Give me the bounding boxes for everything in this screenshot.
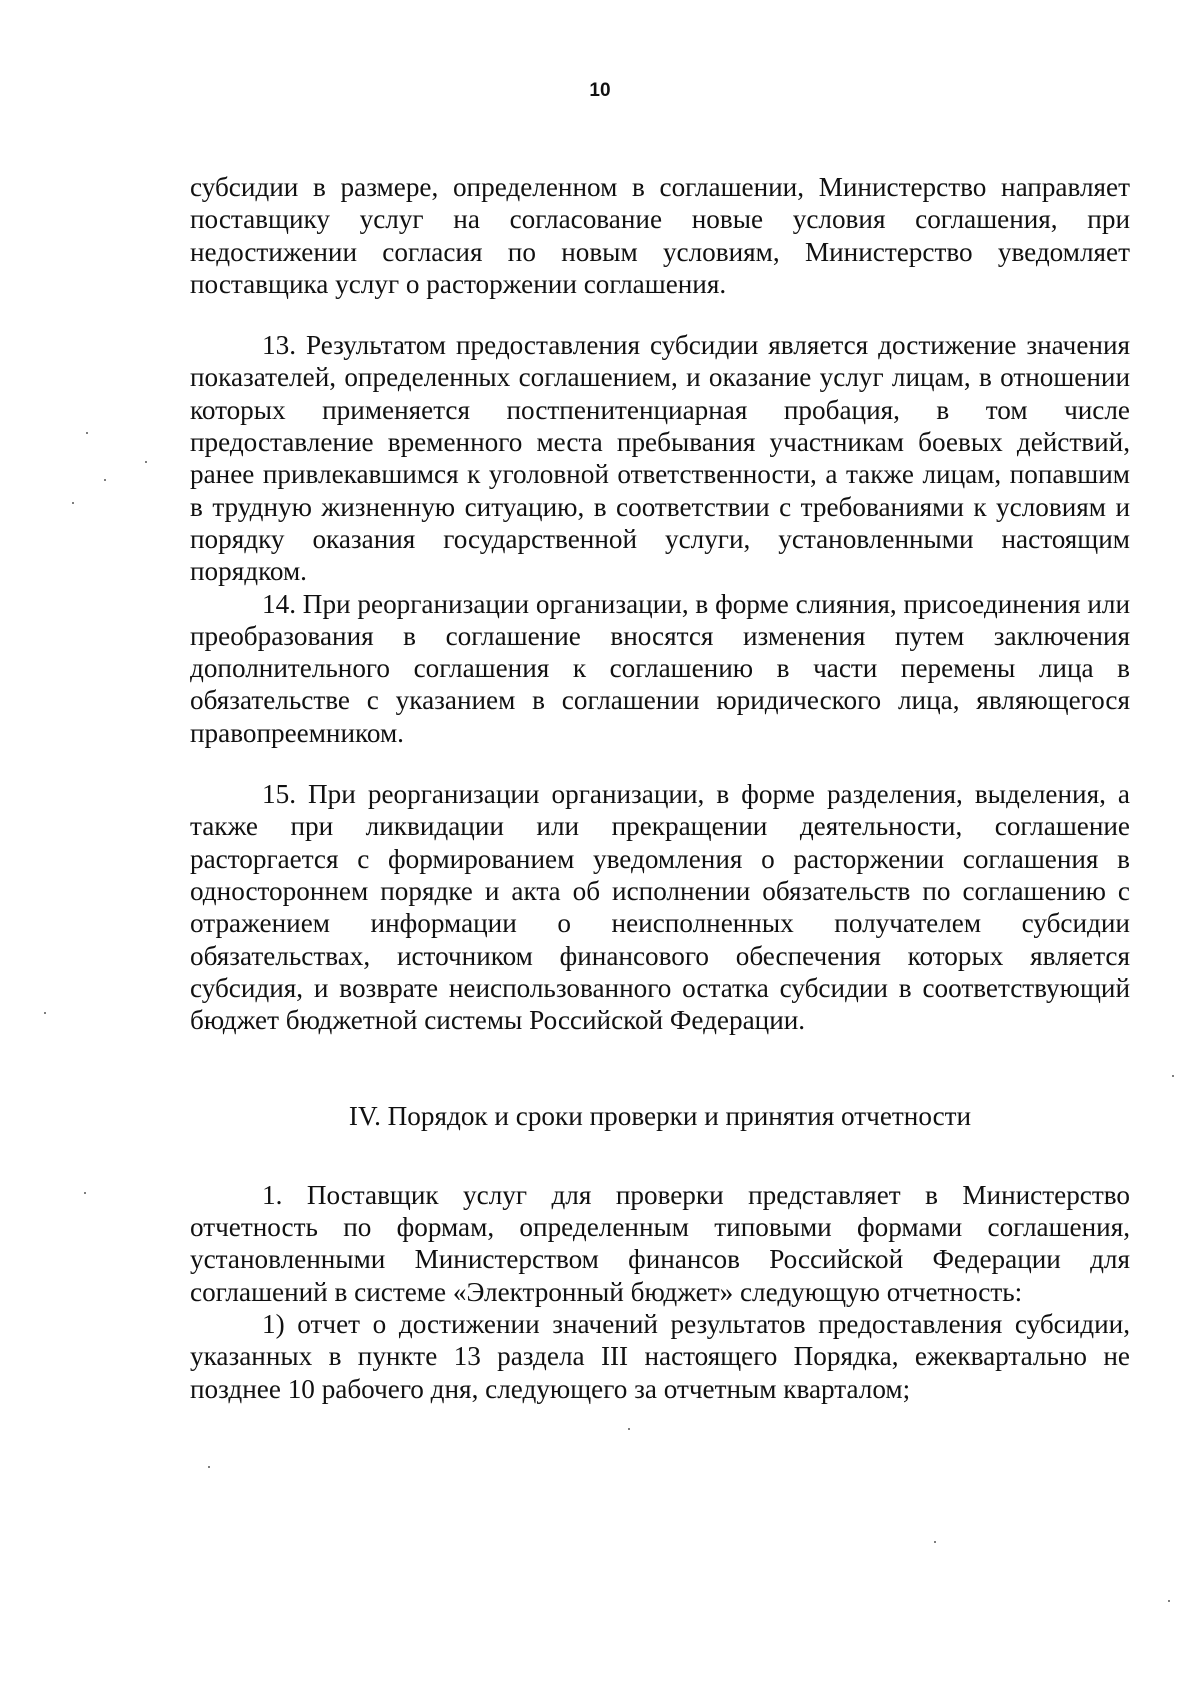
paragraph-12-continuation: субсидии в размере, определенном в соглашении, Министерство направляет поставщику услуг на согласование новые условия соглашения, при недостижении согласия по новым условиям, Министерство уведомляет поставщика услуг о расторжении соглашения. — [190, 172, 1130, 299]
scan-speck — [628, 1428, 630, 1430]
scan-speck — [86, 432, 88, 434]
scan-speck — [84, 1192, 86, 1194]
scan-speck — [145, 461, 147, 463]
scan-speck — [72, 502, 74, 504]
paragraph-15: 15. При реорганизации организации, в форме разделения, выделения, а также при ликвидации или прекращении деятельности, соглашение расторгается с формированием уведомления о расторжении соглашения в одностороннем порядке и акта об исполнении обязательств по соглашению с отражением информации о неисполненных получателем субсидии обязательствах, источником финансового обеспечения которых является субсидия, и возврате неиспользованного остатка субсидии в соответствующий бюджет бюджетной системы Российской Федерации. — [190, 779, 1130, 1036]
scan-speck — [104, 479, 106, 481]
section-4-item-1: 1) отчет о достижении значений результатов предоставления субсидии, указанных в пункте 13 раздела III настоящего Порядка, ежеквартально не позднее 10 рабочего дня, следующего за отчетным кварталом; — [190, 1308, 1130, 1404]
section-heading: IV. Порядок и сроки проверки и принятия отчетности — [348, 1101, 972, 1132]
paragraph-13: 13. Результатом предоставления субсидии является достижение значения показателей, определенных соглашением, и оказание услуг лицам, в отношении которых применяется постпенитенциарная пробация, в том числе предоставление временного места пребывания участникам боевых действий, ранее привлекавшимся к уголовной ответственности, а также лицам, попавшим в трудную жизненную ситуацию, в соответствии с требованиями к условиям и порядку оказания государственной услуги, установленными настоящим порядком. — [190, 330, 1130, 587]
section-4-paragraph-1: 1. Поставщик услуг для проверки представляет в Министерство отчетность по формам, определенным типовыми формами соглашения, установленными Министерством финансов Российской Федерации для соглашений в системе «Электронный бюджет» следующую отчетность: — [190, 1179, 1130, 1307]
scan-speck — [1172, 1075, 1174, 1077]
page-number: 10 — [589, 80, 611, 101]
paragraph-14: 14. При реорганизации организации, в форме слияния, присоединения или преобразования в соглашение вносятся изменения путем заключения дополнительного соглашения к соглашению в части перемены лица в обязательстве с указанием в соглашении юридического лица, являющегося правопреемником. — [190, 588, 1130, 748]
scan-speck — [934, 1541, 936, 1543]
scan-speck — [1168, 1600, 1170, 1602]
scan-speck — [44, 1012, 46, 1014]
document-body — [190, 171, 1130, 1405]
scan-speck — [208, 1466, 210, 1468]
